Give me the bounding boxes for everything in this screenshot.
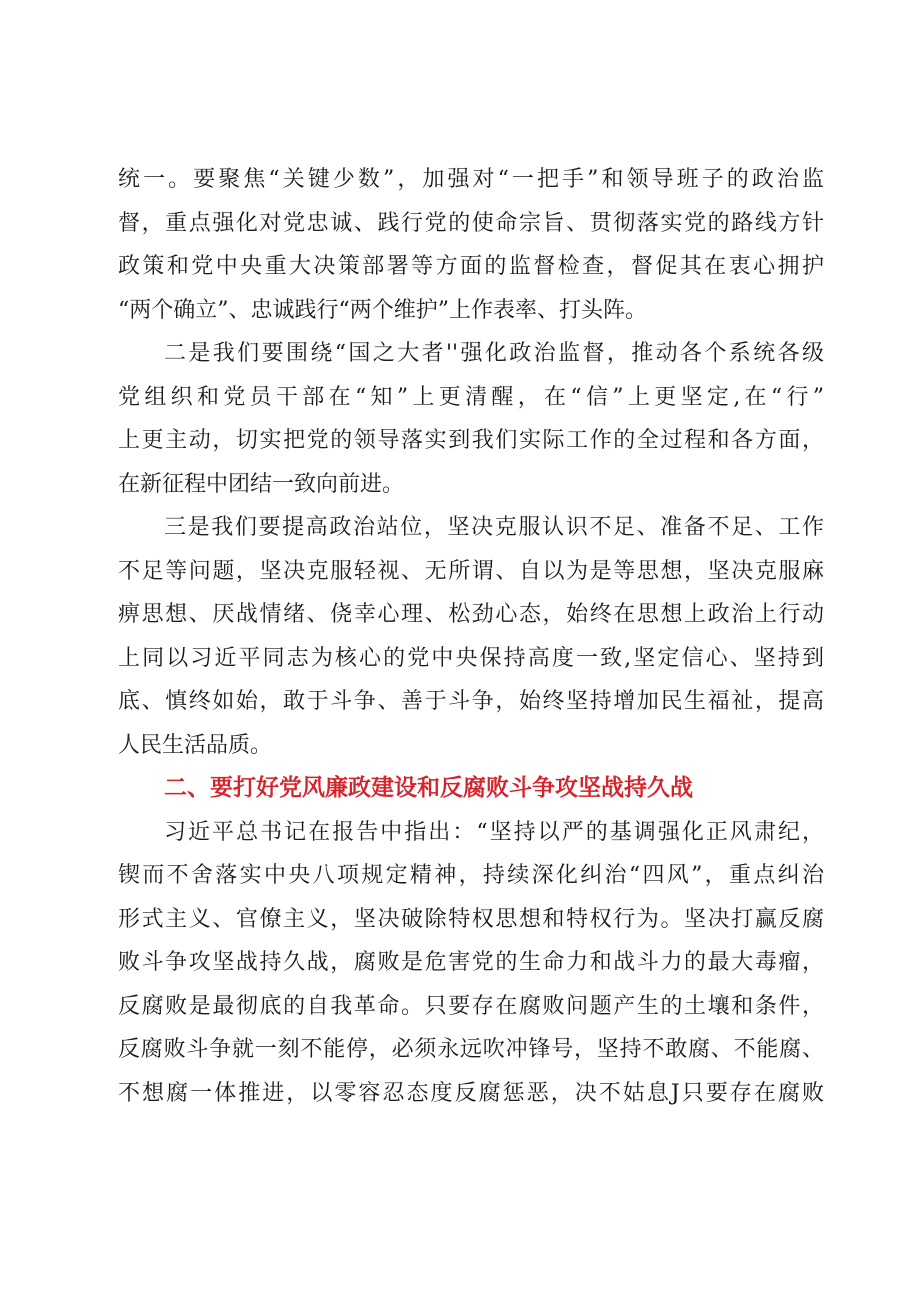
text-line: “两个确立”、忠诚践行“两个维护”上作表率、打头阵。: [118, 297, 647, 323]
text-line: 三是我们要提高政治站位，坚决克服认识不足、准备不足、工作: [164, 515, 824, 540]
text-line: 政策和党中央重大决策部署等方面的监督检查，督促其在衷心拥护: [118, 254, 824, 279]
text-line: 人民生活品质。: [118, 732, 273, 758]
text-line: 锲而不舍落实中央八项规定精神，持续深化纠治“四风”，重点纠治: [118, 863, 824, 888]
document-body: [118, 158, 824, 1115]
text-line: 上更主动，切实把党的领导落实到我们实际工作的全过程和各方面，: [118, 428, 824, 453]
paragraph-third-point: [118, 506, 824, 767]
text-line: 二是我们要围绕“国之大者''强化政治监督，推动各个系统各级: [164, 341, 824, 366]
paragraph-speech-quote: [118, 811, 824, 1116]
text-line: 痹思想、厌战情绪、侥幸心理、松劲心态，始终在思想上政治上行动: [118, 602, 824, 627]
text-line: 反腐败是最彻底的自我革命。只要存在腐败问题产生的土壤和条件，: [118, 993, 824, 1019]
text-line: 督，重点强化对党忠诚、践行党的使命宗旨、贯彻落实党的路线方针: [118, 210, 824, 236]
section-heading: 二、要打好党风廉政建设和反腐败斗争攻坚战持久战: [164, 775, 693, 801]
text-line: 底、慎终如始，敢于斗争、善于斗争，始终坚持增加民生福祉，提高: [118, 689, 824, 714]
text-line: 在新征程中团结一致向前进。: [118, 471, 405, 497]
paragraph-continuation: [118, 158, 824, 332]
text-line: 习近平总书记在报告中指出：“坚持以严的基调强化正风肃纪，: [164, 819, 824, 845]
text-line: 形式主义、官僚主义，坚决破除特权思想和特权行为。坚决打赢反腐: [118, 906, 824, 932]
text-line: 败斗争攻坚战持久战，腐败是危害党的生命力和战斗力的最大毒瘤，: [118, 950, 824, 975]
paragraph-second-point: [118, 332, 824, 506]
text-line: 不足等问题，坚决克服轻视、无所谓、自以为是等思想，坚决克服麻: [118, 558, 824, 584]
text-line: 不想腐一体推进，以零容忍态度反腐惩恶，决不姑息J只要存在腐败: [118, 1080, 824, 1106]
text-line: 统一。要聚焦“关键少数”，加强对“一把手”和领导班子的政治监: [118, 167, 824, 192]
text-line: 党组织和党员干部在“知”上更清醒，在“信”上更坚定,在“行”: [118, 384, 824, 410]
text-line: 上同以习近平同志为核心的党中央保持高度一致,坚定信心、坚持到: [118, 645, 824, 671]
text-line: 反腐败斗争就一刻不能停，必须永远吹冲锋号，坚持不敢腐、不能腐、: [118, 1037, 824, 1062]
